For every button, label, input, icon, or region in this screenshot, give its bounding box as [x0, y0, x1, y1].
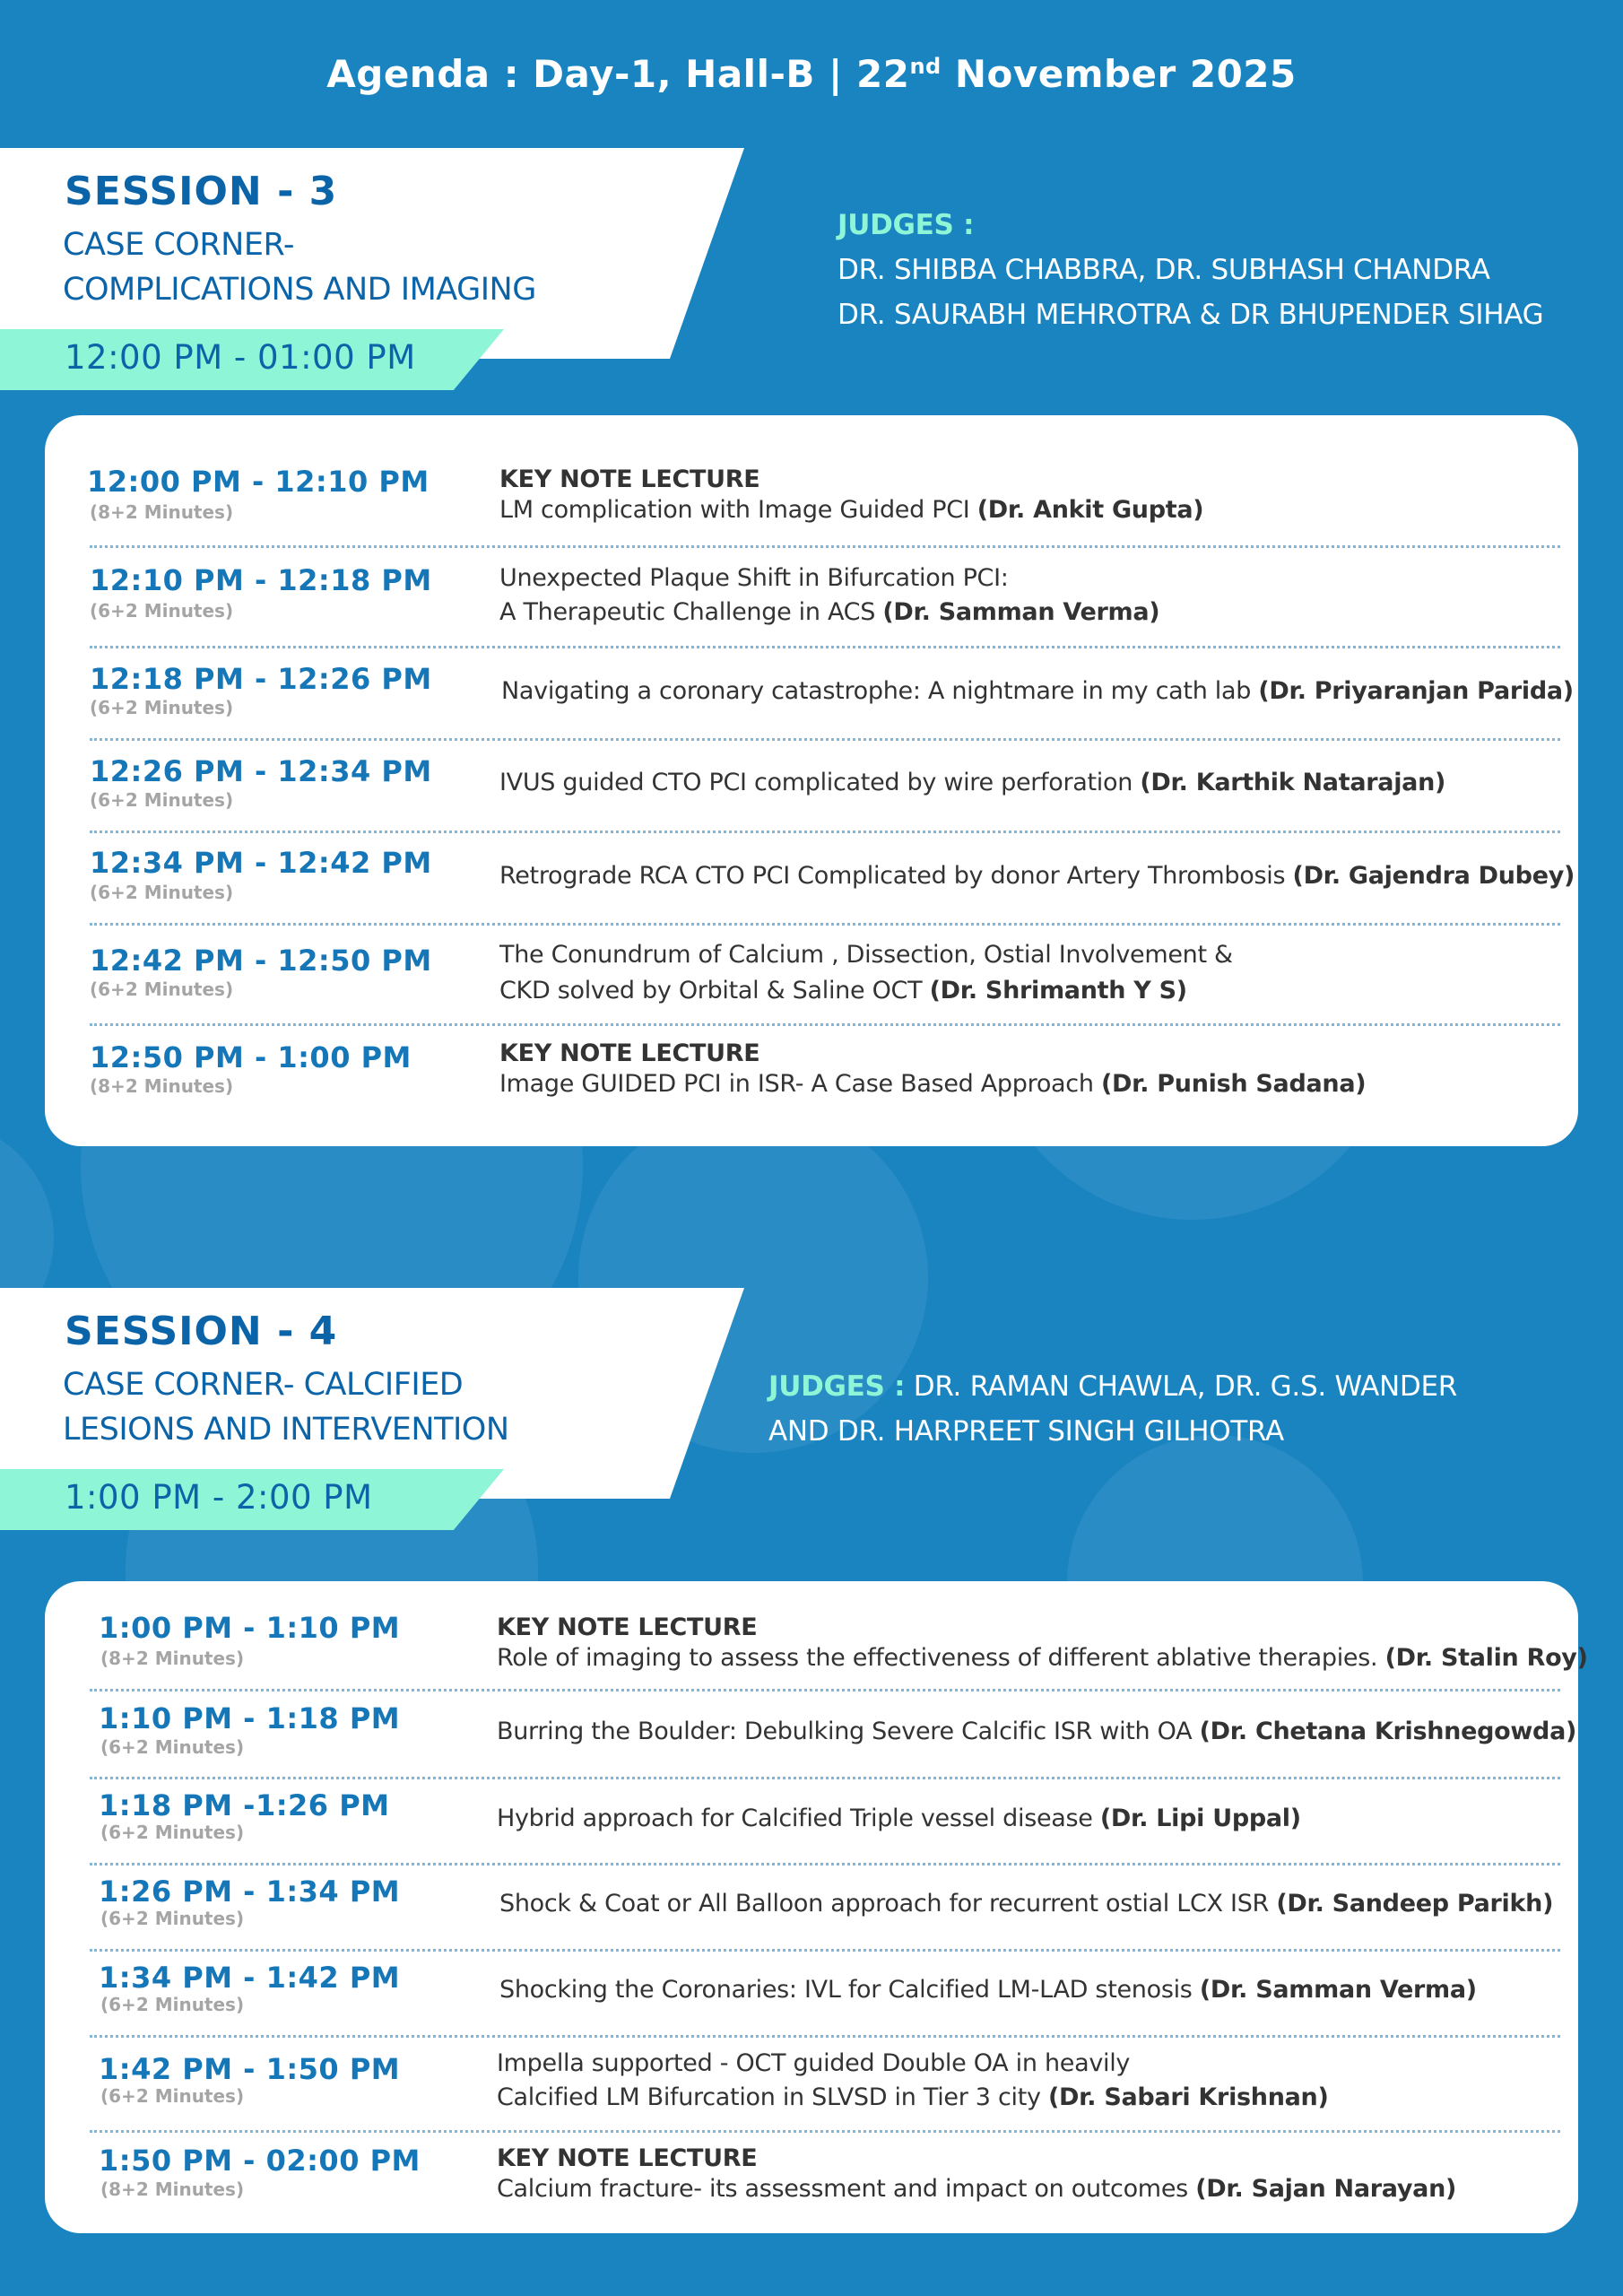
speaker-name: (Dr. Punish Sadana): [1100, 1070, 1367, 1098]
judges-label: JUDGES :: [768, 1370, 906, 1403]
judges-line1: DR. SHIBBA CHABBRA, DR. SUBHASH CHANDRA: [838, 254, 1490, 286]
row-divider: [90, 1777, 1560, 1779]
row-topic: [499, 492, 1203, 527]
speaker-name: (Dr. Priyaranjan Parida): [1258, 677, 1574, 705]
speaker-name: (Dr. Sabari Krishnan): [1047, 2083, 1329, 2111]
session-subtitle-line1: CASE CORNER-: [63, 227, 294, 263]
session-subtitle-line1: CASE CORNER- CALCIFIED: [63, 1367, 464, 1403]
topic-text: Burring the Boulder: Debulking Severe Calcific ISR with OA: [497, 1718, 1193, 1745]
row-topic-line1: The Conundrum of Calcium , Dissection, Ostial Involvement &: [499, 941, 1233, 969]
title-superscript: nd: [909, 54, 942, 79]
topic-text: CKD solved by Orbital & Saline OCT: [499, 977, 923, 1004]
row-time: 1:26 PM - 1:34 PM: [99, 1874, 401, 1909]
speaker-name: (Dr. Sajan Narayan): [1195, 2175, 1457, 2203]
row-duration: (6+2 Minutes): [90, 882, 234, 903]
row-time: 1:00 PM - 1:10 PM: [99, 1611, 401, 1645]
speaker-name: (Dr. Ankit Gupta): [976, 496, 1204, 524]
row-duration: (6+2 Minutes): [90, 789, 234, 811]
row-time: 12:42 PM - 12:50 PM: [90, 944, 432, 978]
row-divider: [90, 831, 1560, 833]
speaker-name: (Dr. Karthik Natarajan): [1140, 769, 1446, 796]
session-4-agenda-card: [45, 1581, 1588, 2233]
row-topic: [499, 595, 1159, 630]
row-keynote: KEY NOTE LECTURE: [497, 1613, 758, 1641]
row-topic: [497, 2080, 1329, 2115]
topic-text: Image GUIDED PCI in ISR- A Case Based Approach: [499, 1070, 1094, 1098]
topic-text: Shocking the Coronaries: IVL for Calcified LM-LAD stenosis: [499, 1976, 1193, 2004]
session-time: 12:00 PM - 01:00 PM: [65, 338, 416, 377]
row-topic: [499, 765, 1445, 800]
row-divider: [90, 2130, 1560, 2133]
row-duration: (8+2 Minutes): [100, 2179, 245, 2200]
row-topic: [499, 858, 1575, 893]
row-topic: [499, 973, 1187, 1008]
row-time: 12:10 PM - 12:18 PM: [90, 563, 432, 597]
row-time: 1:34 PM - 1:42 PM: [99, 1961, 401, 1995]
title-prefix: Agenda : Day-1, Hall-B | 22: [326, 52, 910, 96]
row-topic: [497, 1801, 1301, 1836]
row-duration: (8+2 Minutes): [90, 501, 234, 523]
row-keynote: KEY NOTE LECTURE: [497, 2144, 758, 2172]
speaker-name: (Dr. Samman Verma): [1199, 1976, 1477, 2004]
row-topic: [499, 1066, 1366, 1101]
speaker-name: (Dr. Sandeep Parikh): [1276, 1890, 1554, 1918]
row-time: 1:18 PM -1:26 PM: [99, 1788, 390, 1822]
row-topic: [499, 1972, 1477, 2007]
row-duration: (6+2 Minutes): [100, 2085, 245, 2107]
session-subtitle-line2: COMPLICATIONS AND IMAGING: [63, 272, 536, 308]
row-duration: (6+2 Minutes): [90, 600, 234, 622]
topic-text: IVUS guided CTO PCI complicated by wire perforation: [499, 769, 1133, 796]
judges-line2: AND DR. HARPREET SINGH GILHOTRA: [768, 1415, 1284, 1448]
title-suffix: November 2025: [941, 52, 1297, 96]
speaker-name: (Dr. Stalin Roy): [1384, 1644, 1588, 1672]
topic-text: Calcium fracture- its assessment and impact on outcomes: [497, 2175, 1188, 2203]
speaker-name: (Dr. Shrimanth Y S): [929, 977, 1187, 1004]
row-time: 1:10 PM - 1:18 PM: [99, 1701, 401, 1735]
row-time: 12:50 PM - 1:00 PM: [90, 1040, 412, 1074]
row-duration: (6+2 Minutes): [100, 1736, 245, 1758]
row-time: 12:34 PM - 12:42 PM: [90, 846, 432, 880]
row-duration: (6+2 Minutes): [90, 697, 234, 718]
row-divider: [90, 923, 1560, 926]
row-time: 1:42 PM - 1:50 PM: [99, 2052, 401, 2086]
row-topic: [499, 1886, 1553, 1921]
row-duration: (6+2 Minutes): [100, 1822, 245, 1843]
row-divider: [90, 738, 1560, 741]
topic-text: Calcified LM Bifurcation in SLVSD in Tier 3 city: [497, 2083, 1041, 2111]
topic-text: LM complication with Image Guided PCI: [499, 496, 970, 524]
row-divider: [90, 545, 1560, 548]
row-keynote: KEY NOTE LECTURE: [499, 1039, 760, 1067]
topic-text: Navigating a coronary catastrophe: A nightmare in my cath lab: [501, 677, 1252, 705]
session-time: 1:00 PM - 2:00 PM: [65, 1478, 373, 1517]
row-divider: [90, 2035, 1560, 2038]
row-divider: [90, 1689, 1560, 1692]
row-divider: [90, 1949, 1560, 1952]
row-time: 12:26 PM - 12:34 PM: [90, 754, 432, 788]
row-divider: [90, 1863, 1560, 1866]
judges-line2: DR. SAURABH MEHROTRA & DR BHUPENDER SIHAG: [838, 299, 1544, 331]
topic-text: A Therapeutic Challenge in ACS: [499, 598, 883, 626]
judges-label: JUDGES :: [838, 209, 975, 241]
page-title: [0, 52, 1623, 96]
row-time: 12:00 PM - 12:10 PM: [87, 465, 430, 499]
row-keynote: KEY NOTE LECTURE: [499, 465, 760, 493]
topic-text: Hybrid approach for Calcified Triple vessel disease: [497, 1805, 1093, 1832]
row-duration: (6+2 Minutes): [100, 1994, 245, 2015]
session-number: SESSION - 4: [65, 1309, 338, 1354]
row-topic: [497, 1714, 1576, 1749]
speaker-name: (Dr. Lipi Uppal): [1099, 1805, 1301, 1832]
row-duration: (8+2 Minutes): [100, 1648, 245, 1669]
speaker-name: (Dr. Samman Verma): [882, 598, 1160, 626]
row-divider: [90, 1023, 1560, 1026]
judges-block: [838, 203, 1543, 337]
row-divider: [90, 646, 1560, 648]
speaker-name: (Dr. Chetana Krishnegowda): [1199, 1718, 1577, 1745]
session-number: SESSION - 3: [65, 169, 338, 214]
row-topic: [497, 1640, 1588, 1675]
row-topic-line1: Unexpected Plaque Shift in Bifurcation PCI:: [499, 564, 1009, 592]
row-time: 1:50 PM - 02:00 PM: [99, 2144, 421, 2178]
row-duration: (6+2 Minutes): [90, 978, 234, 1000]
topic-text: Role of imaging to assess the effectiveness of different ablative therapies.: [497, 1644, 1378, 1672]
speaker-name: (Dr. Gajendra Dubey): [1292, 862, 1575, 890]
row-topic: [501, 674, 1574, 709]
row-time: 12:18 PM - 12:26 PM: [90, 662, 432, 696]
judges-block: [768, 1364, 1457, 1454]
topic-text: Shock & Coat or All Balloon approach for recurrent ostial LCX ISR: [499, 1890, 1270, 1918]
session-subtitle-line2: LESIONS AND INTERVENTION: [63, 1412, 509, 1448]
judges-line1: DR. RAMAN CHAWLA, DR. G.S. WANDER: [913, 1370, 1457, 1403]
row-topic-line1: Impella supported - OCT guided Double OA in heavily: [497, 2049, 1131, 2077]
row-duration: (6+2 Minutes): [100, 1908, 245, 1929]
row-topic: [497, 2171, 1456, 2206]
row-duration: (8+2 Minutes): [90, 1075, 234, 1097]
session-3-agenda-card: [45, 415, 1578, 1146]
topic-text: Retrograde RCA CTO PCI Complicated by donor Artery Thrombosis: [499, 862, 1286, 890]
